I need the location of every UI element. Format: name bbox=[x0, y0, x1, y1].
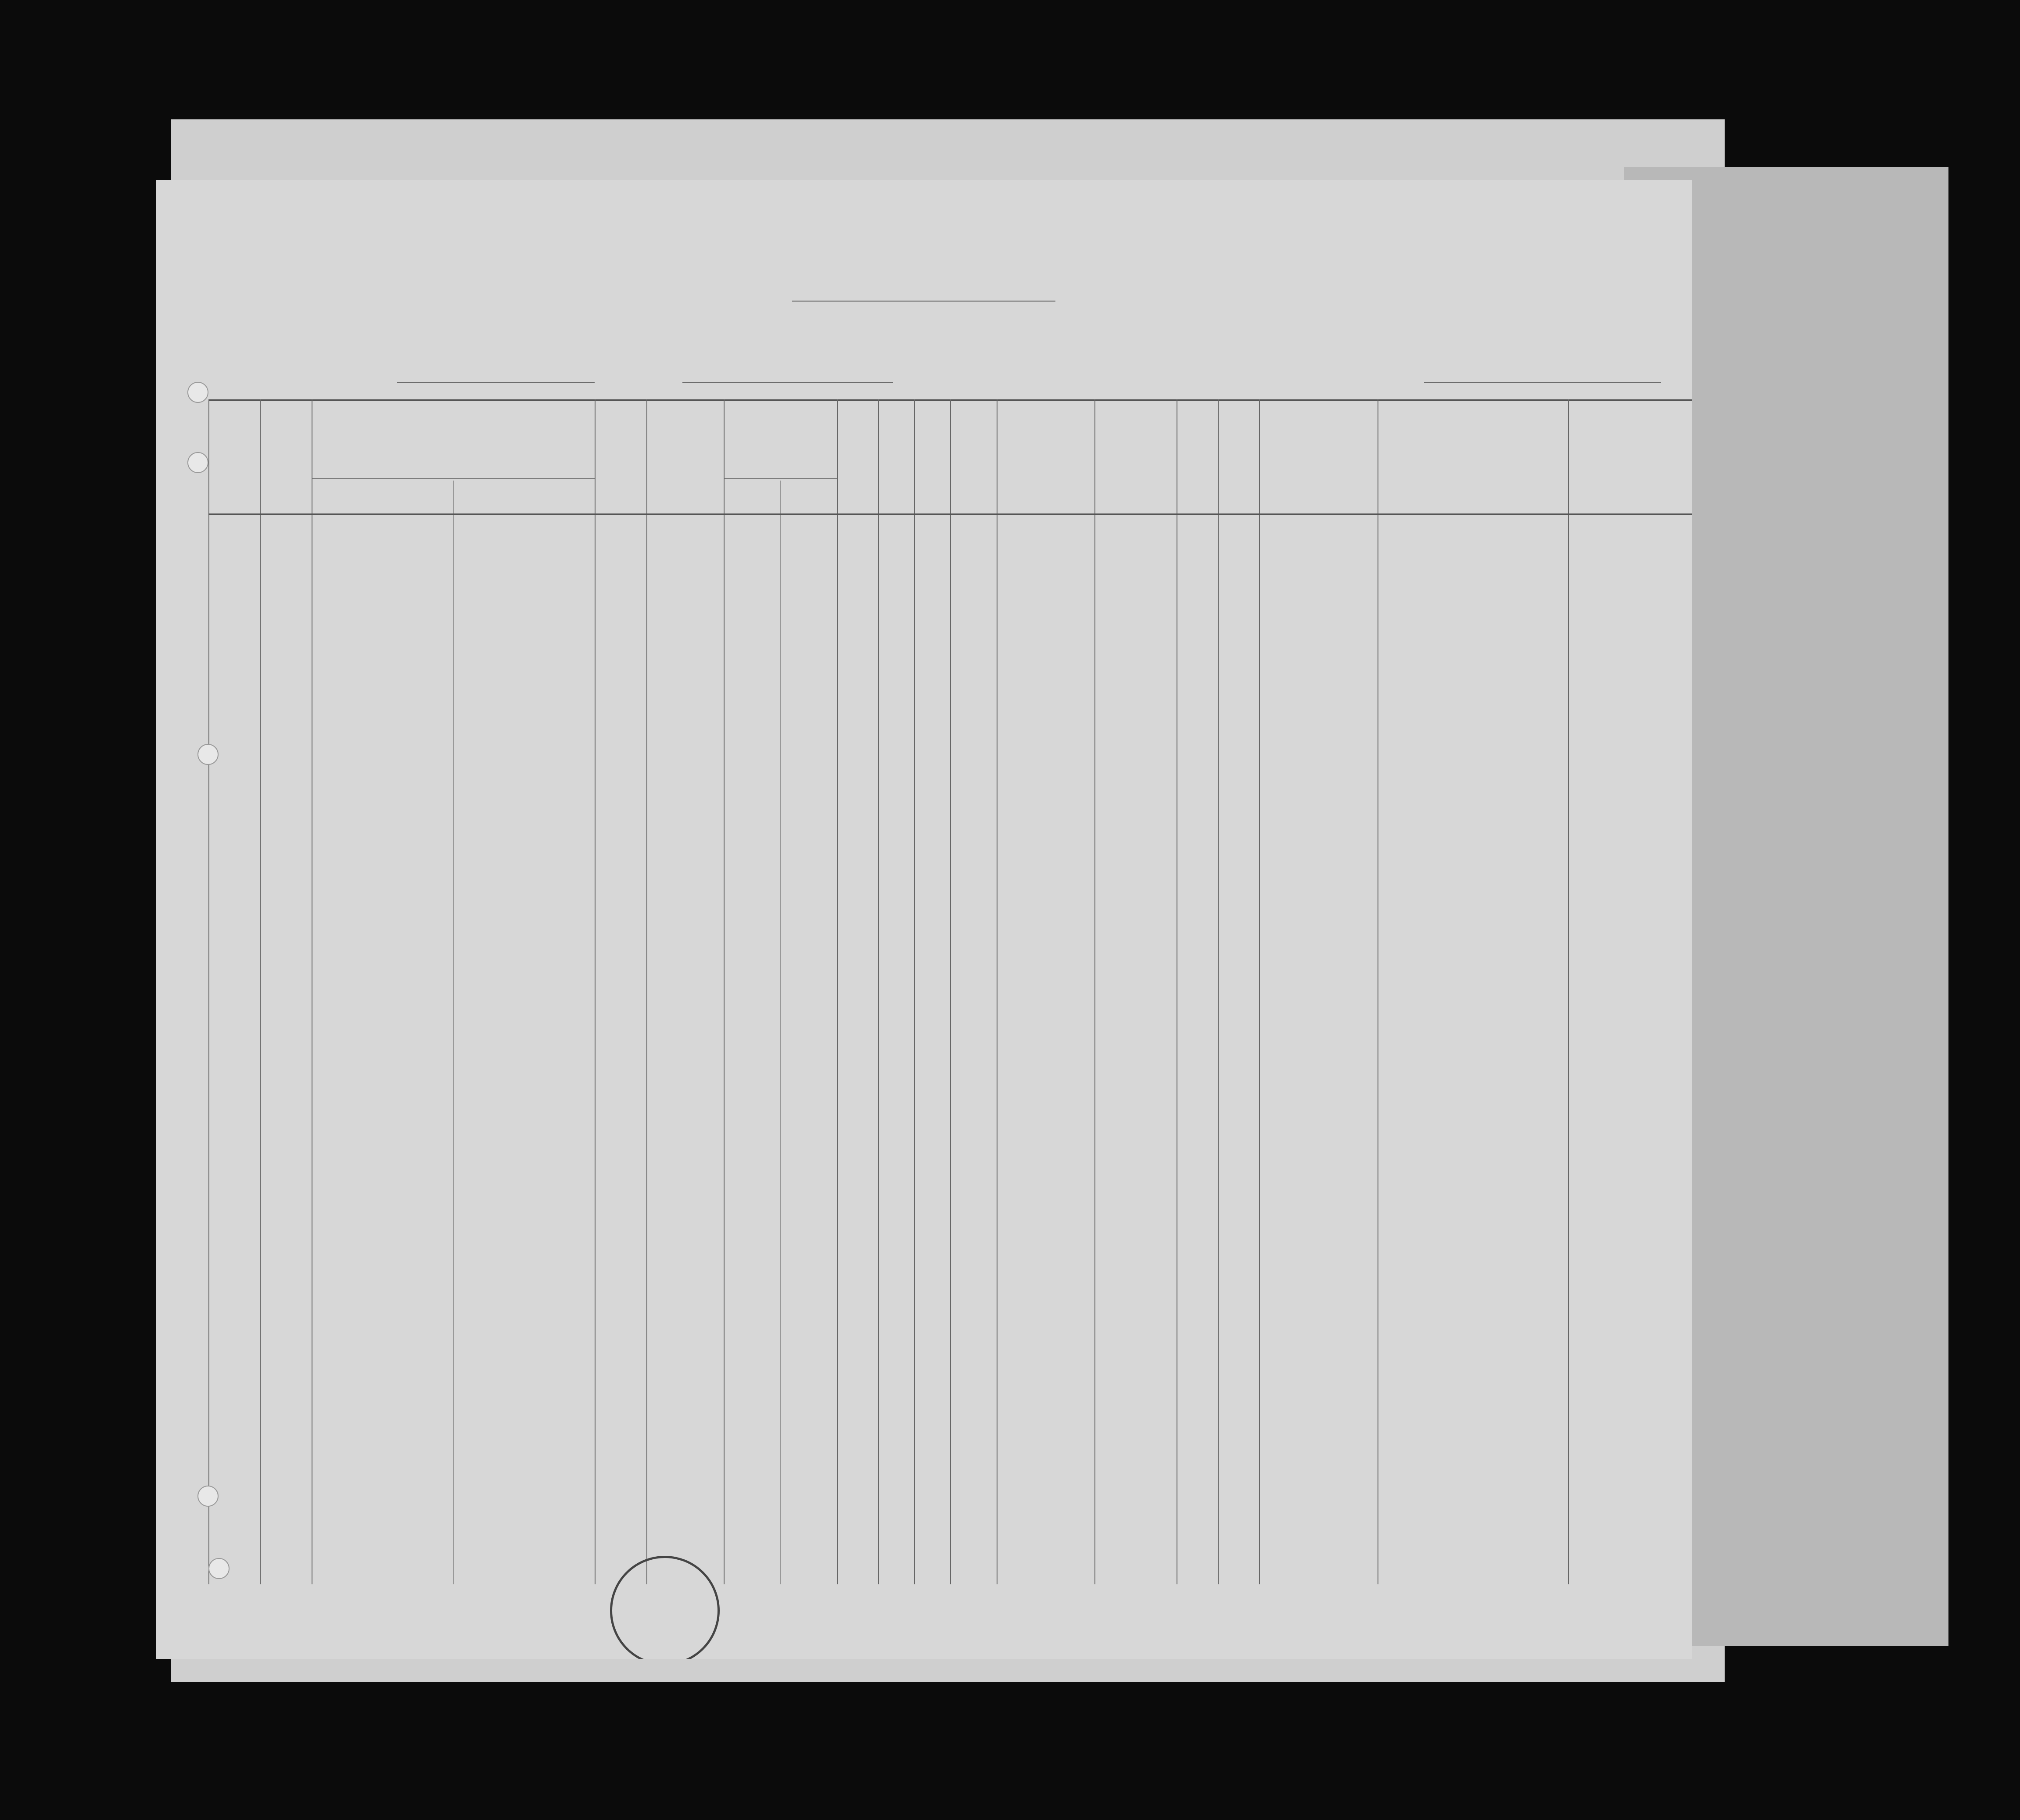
column-rule bbox=[260, 399, 261, 1584]
column-rule bbox=[914, 399, 915, 1584]
column-rule bbox=[950, 399, 951, 1584]
name-header-rule bbox=[312, 478, 595, 479]
column-rule bbox=[1094, 399, 1095, 1584]
shipped-header-rule bbox=[724, 478, 837, 479]
column-rule bbox=[646, 399, 647, 1584]
binder-hole bbox=[197, 744, 219, 765]
title-rule bbox=[792, 301, 1055, 302]
column-rule bbox=[878, 399, 879, 1584]
header-rule bbox=[208, 513, 1692, 515]
manifest-page bbox=[156, 180, 1692, 1659]
column-rule bbox=[1568, 399, 1569, 1584]
column-rule bbox=[208, 399, 209, 1584]
column-rule bbox=[780, 481, 781, 1584]
binder-hole bbox=[187, 382, 208, 403]
crew-table bbox=[208, 399, 1692, 1584]
binder-hole bbox=[208, 1558, 230, 1579]
column-rule bbox=[453, 481, 454, 1584]
column-rule bbox=[837, 399, 838, 1584]
port-stamp bbox=[610, 1556, 720, 1659]
column-rule bbox=[1218, 399, 1219, 1584]
binder-hole bbox=[197, 1486, 219, 1507]
column-rule bbox=[595, 399, 596, 1584]
column-rule bbox=[1259, 399, 1260, 1584]
binder-hole bbox=[187, 452, 208, 473]
column-rule bbox=[724, 399, 725, 1584]
vessel-line bbox=[323, 355, 1665, 385]
